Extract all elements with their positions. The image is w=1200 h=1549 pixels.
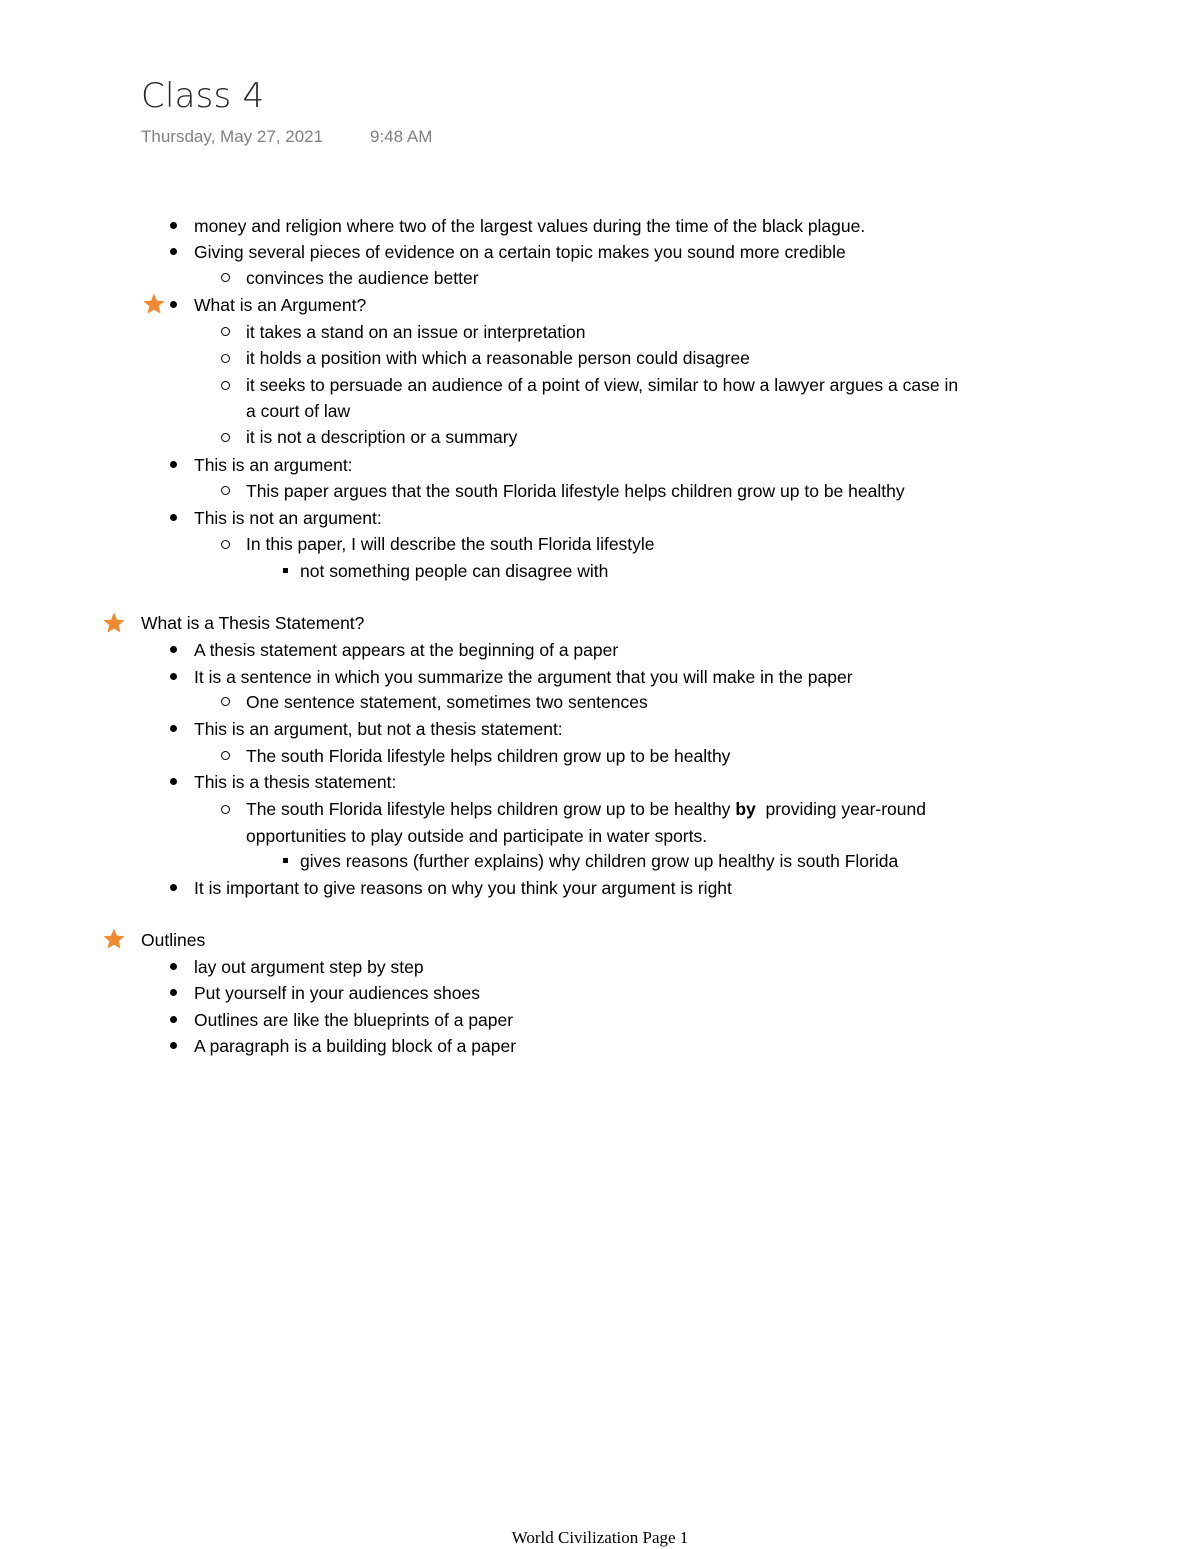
list-item: It is a sentence in which you summarize the argument that you will make in the paper xyxy=(194,667,853,687)
list-item-continuation: a court of law xyxy=(246,401,351,421)
list-item: What is an Argument? xyxy=(194,295,367,315)
sub-sub-bullet-icon xyxy=(283,568,288,573)
sub-bullet-icon xyxy=(221,381,230,390)
bullet-icon xyxy=(170,461,177,468)
list-item: This is an argument: xyxy=(194,455,353,475)
list-item: gives reasons (further explains) why children grow up healthy is south Florida xyxy=(300,851,899,871)
list-item: This paper argues that the south Florida lifestyle helps children grow up to be healthy xyxy=(246,481,905,501)
list-item: The south Florida lifestyle helps children grow up to be healthy xyxy=(246,746,731,766)
list-item: it is not a description or a summary xyxy=(246,427,518,447)
list-item: Outlines are like the blueprints of a paper xyxy=(194,1010,514,1030)
list-item: This is a thesis statement: xyxy=(194,772,397,792)
page-date: Thursday, May 27, 2021 xyxy=(141,127,324,146)
section-heading: Outlines xyxy=(141,930,206,950)
bullet-icon xyxy=(170,884,177,891)
bullet-icon xyxy=(170,778,177,785)
bullet-icon xyxy=(170,248,177,255)
sub-bullet-icon xyxy=(221,540,230,549)
bullet-icon xyxy=(170,673,177,680)
sub-bullet-icon xyxy=(221,327,230,336)
sub-bullet-icon xyxy=(221,273,230,282)
page-time: 9:48 AM xyxy=(370,127,433,146)
bullet-icon xyxy=(170,646,177,653)
sub-bullet-icon xyxy=(221,486,230,495)
bullet-icon xyxy=(170,514,177,521)
bullet-icon xyxy=(170,963,177,970)
bullet-icon xyxy=(170,989,177,996)
list-item-text: The south Florida lifestyle helps children grow up to be healthy xyxy=(246,799,736,819)
section-heading: What is a Thesis Statement? xyxy=(141,613,365,633)
list-item: A thesis statement appears at the beginning of a paper xyxy=(194,640,619,660)
bullet-icon xyxy=(170,1042,177,1049)
list-item: it holds a position with which a reasonable person could disagree xyxy=(246,348,750,368)
list-item: One sentence statement, sometimes two sentences xyxy=(246,692,648,712)
bullet-icon xyxy=(170,1016,177,1023)
list-item: A paragraph is a building block of a paper xyxy=(194,1036,517,1056)
list-item: This is not an argument: xyxy=(194,508,382,528)
list-item: Giving several pieces of evidence on a certain topic makes you sound more credible xyxy=(194,242,846,262)
list-item xyxy=(246,798,926,820)
sub-bullet-icon xyxy=(221,805,230,814)
sub-sub-bullet-icon xyxy=(283,858,288,863)
list-item: money and religion where two of the largest values during the time of the black plague. xyxy=(194,216,866,236)
list-item: lay out argument step by step xyxy=(194,957,424,977)
list-item: it takes a stand on an issue or interpretation xyxy=(246,322,586,342)
star-icon xyxy=(102,927,126,951)
list-item: In this paper, I will describe the south Florida lifestyle xyxy=(246,534,655,554)
sub-bullet-icon xyxy=(221,433,230,442)
list-item-bold: by xyxy=(735,799,756,819)
list-item-continuation: opportunities to play outside and participate in water sports. xyxy=(246,826,708,846)
page-footer: World Civilization Page 1 xyxy=(511,1528,689,1547)
sub-bullet-icon xyxy=(221,751,230,760)
list-item: not something people can disagree with xyxy=(300,561,609,581)
bullet-icon xyxy=(170,725,177,732)
sub-bullet-icon xyxy=(221,354,230,363)
bullet-icon xyxy=(170,222,177,229)
page-title: Class 4 xyxy=(141,76,265,116)
list-item-text: providing year-round xyxy=(755,799,926,819)
star-icon xyxy=(142,292,166,316)
list-item: This is an argument, but not a thesis statement: xyxy=(194,719,563,739)
star-icon xyxy=(102,611,126,635)
list-item: It is important to give reasons on why you think your argument is right xyxy=(194,878,732,898)
sub-bullet-icon xyxy=(221,697,230,706)
list-item: it seeks to persuade an audience of a point of view, similar to how a lawyer argues a case in xyxy=(246,375,959,395)
list-item: Put yourself in your audiences shoes xyxy=(194,983,480,1003)
bullet-icon xyxy=(170,301,177,308)
list-item: convinces the audience better xyxy=(246,268,479,288)
